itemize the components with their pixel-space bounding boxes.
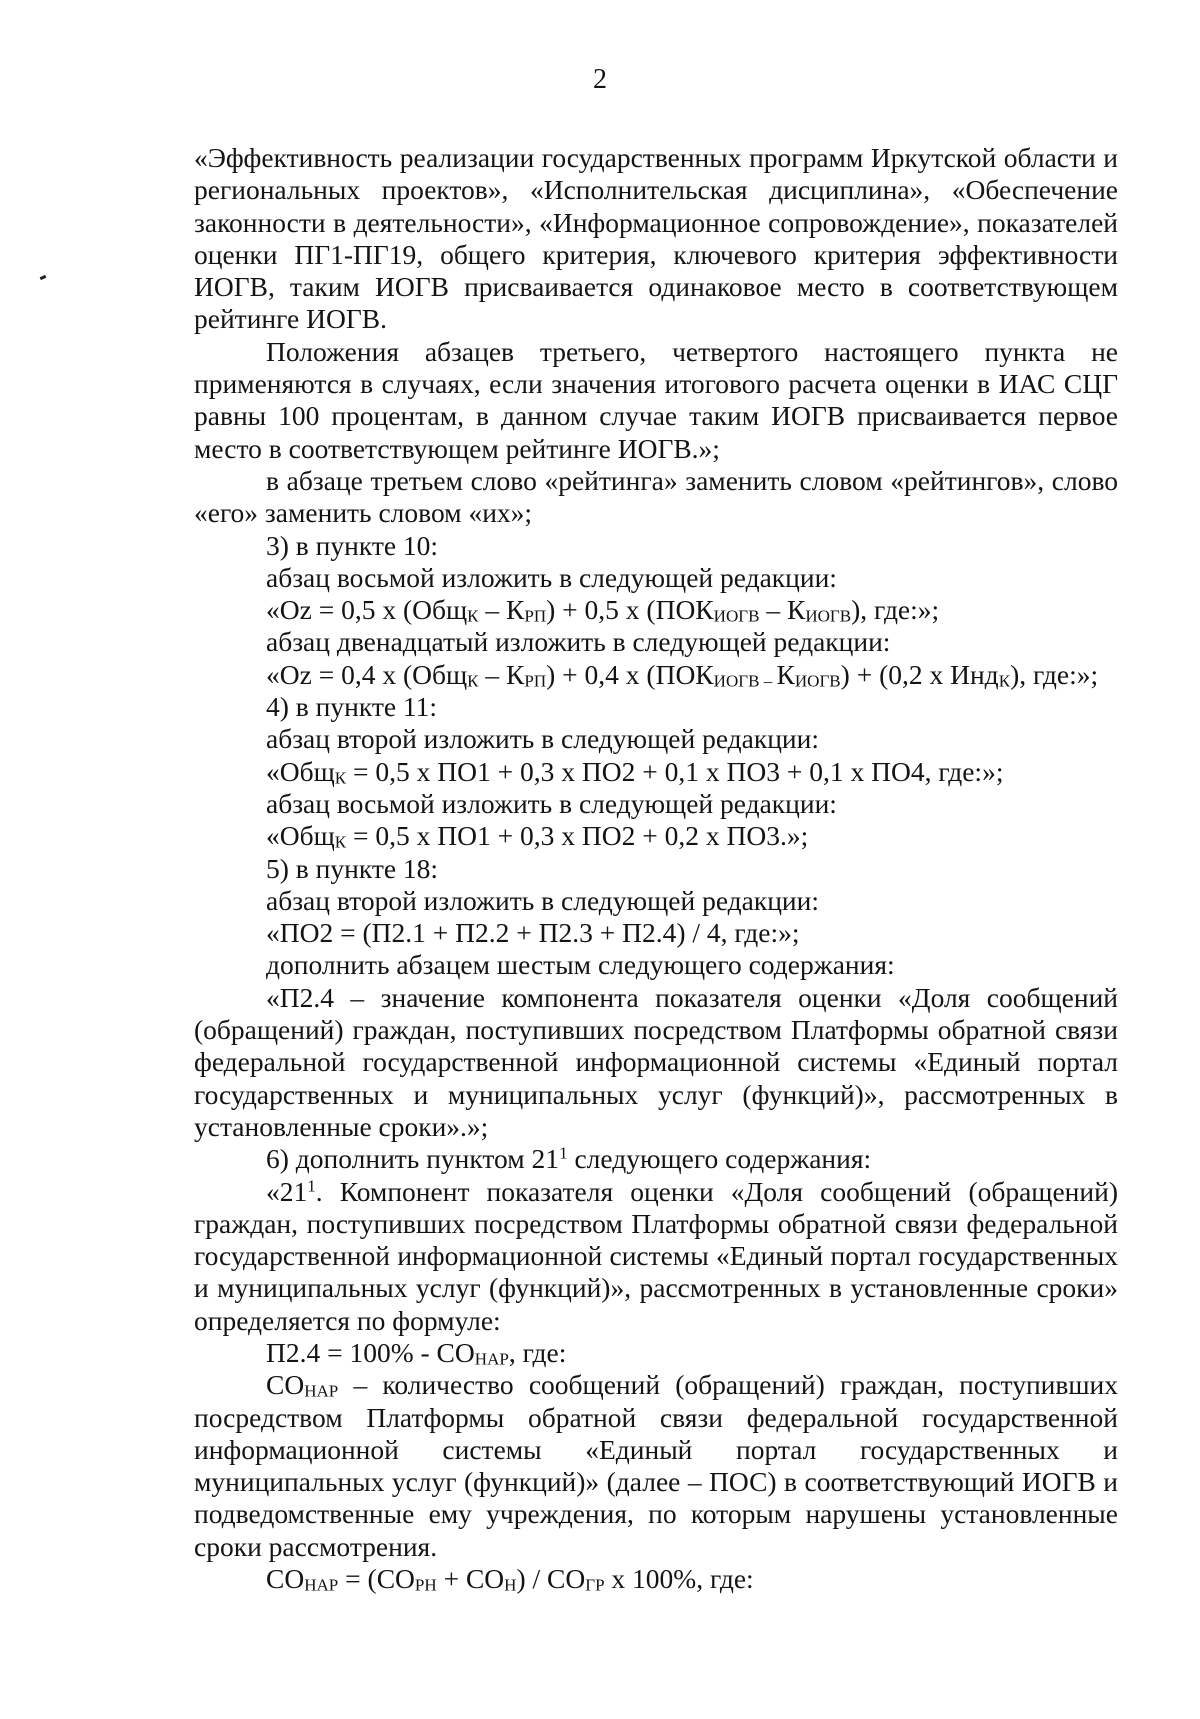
paragraph: в абзаце третьем слово «рейтинга» заменить словом «рейтингов», слово «его» заменить словом «их»;: [194, 464, 1118, 529]
formula: «ПО2 = (П2.1 + П2.2 + П2.3 + П2.4) / 4, где:»;: [266, 917, 800, 949]
paragraph: абзац второй изложить в следующей редакции:: [266, 723, 820, 755]
list-item: 3) в пункте 10:: [266, 529, 439, 561]
list-item: 4) в пункте 11:: [266, 691, 438, 723]
paragraph: дополнить абзацем шестым следующего содержания:: [266, 949, 895, 981]
formula: «Общ$_К$ = 0,5 х ПО1 + 0,3 х ПО2 + 0,1 х ПО3 + 0,1 х ПО4, где:»;: [266, 755, 1004, 788]
paragraph: «Эффективность реализации государственных программ Иркутской области и региональных проектов», «Исполнительская дисциплина», «Обеспечение законности в деятельности», «Информационное сопровождение», показателей оценки ПГ1-ПГ19, общего критерия, ключевого критерия эффективности ИОГВ, таким ИОГВ присваивается одинаковое место в соответствующем рейтинге ИОГВ.: [194, 142, 1118, 335]
formula: «Oz = 0,5 х $(Общ_К - К_{РП}) + 0,5$ х $(ПОК_{ИОГВ} - К_{ИОГВ})$, где:»;: [266, 594, 940, 626]
paragraph: абзац второй изложить в следующей редакции:: [266, 884, 820, 916]
paragraph: $СО_{НАР}$ – количество сообщений (обращений) граждан, поступивших посредством Платформы обратной связи федеральной государственной информационной системы «Единый портал государственных и муниципальных услуг (функций)» (далее – ПОС) в соответствующий ИОГВ и подведомственные ему учреждения, по которым нарушены установленные сроки рассмотрения.: [194, 1369, 1118, 1562]
paragraph: «П2.4 – значение компонента показателя оценки «Доля сообщений (обращений) граждан, поступивших посредством Платформы обратной связи федеральной государственной информационной системы «Единый портал государственных и муниципальных услуг (функций)», рассмотренных в установленные сроки».»;: [194, 981, 1118, 1142]
paragraph: «$21^1$. Компонент показателя оценки «Доля сообщений (обращений) граждан, поступивших посредством Платформы обратной связи федеральной государственной информационной системы «Единый портал государственных и муниципальных услуг (функций)», рассмотренных в установленные сроки» определяется по формуле:: [194, 1175, 1118, 1336]
formula: «Oz = 0,4 х $(Общ_К - К_{РП}) + 0,4$ х ($ПОК_{ИОГВ -}$ $К_{ИОГВ}) + (0,2$ х Инд$_К$), где:»;: [266, 658, 1099, 691]
formula: $СО_{НАР} = (СО_{РН} + СО_Н) / СО_{ГР}$ х 100%, где:: [266, 1563, 754, 1595]
scan-mark: [40, 275, 47, 280]
formula: «Общ$_К$ = 0,5 х ПО1 + 0,3 х ПО2 + 0,2 х ПО3.»;: [266, 820, 809, 852]
page-number: 2: [593, 64, 607, 95]
paragraph: абзац двенадцатый изложить в следующей редакции:: [266, 626, 891, 658]
list-item: 5) в пункте 18:: [266, 852, 439, 884]
paragraph: абзац восьмой изложить в следующей редакции:: [266, 561, 837, 593]
document-body: [194, 142, 1118, 1595]
formula: $П2.4 = 100\% - СО_{НАР}$, где:: [266, 1336, 567, 1369]
paragraph: Положения абзацев третьего, четвертого настоящего пункта не применяются в случаях, если значения итогового расчета оценки в ИАС СЦГ равны 100 процентам, в данном случае таким ИОГВ присваивается первое место в соответствующем рейтинге ИОГВ.»;: [194, 335, 1118, 464]
paragraph: абзац восьмой изложить в следующей редакции:: [266, 787, 837, 819]
list-item: 6) дополнить пунктом $21^1$ следующего содержания:: [266, 1143, 872, 1175]
